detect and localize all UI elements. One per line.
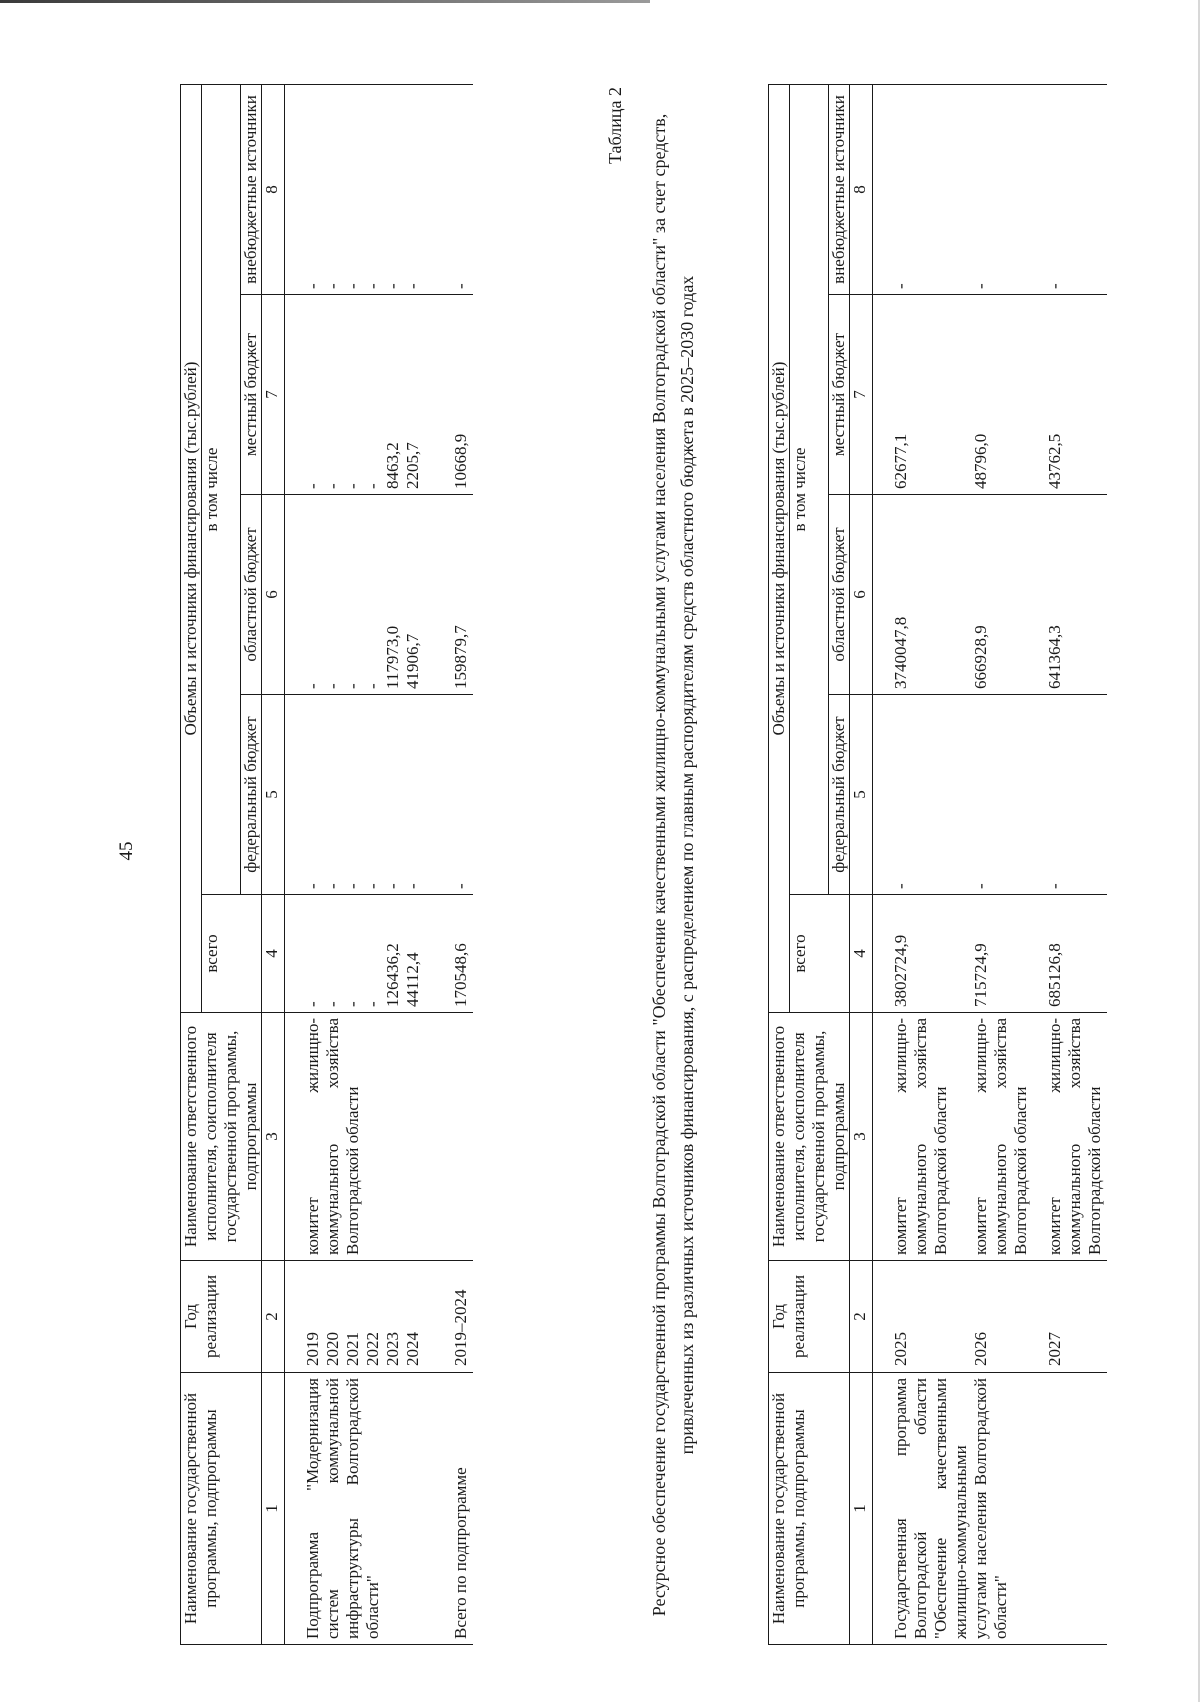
header-total: всего bbox=[202, 895, 262, 1013]
executor-name: комитет жилищно-коммунального хозяйства Волгоградской области bbox=[969, 1013, 1043, 1261]
local-value: 43762,5 bbox=[1043, 295, 1107, 495]
value-cell: - bbox=[323, 283, 342, 289]
value-cell: - bbox=[363, 683, 382, 689]
value-cell: - bbox=[343, 883, 362, 889]
value-cell: - bbox=[343, 483, 362, 489]
summary-local: 10668,9 bbox=[425, 295, 473, 495]
header-including: в том числе bbox=[202, 85, 241, 895]
value-cell: - bbox=[343, 1001, 362, 1007]
summary-executor-empty bbox=[425, 1013, 473, 1261]
local-value: 48796,0 bbox=[969, 295, 1043, 495]
extra-values bbox=[301, 85, 425, 295]
col-number: 4 bbox=[262, 895, 285, 1013]
local-value: 62677,1 bbox=[889, 295, 969, 495]
year-cell: 2020 bbox=[323, 1332, 342, 1366]
summary-label: Всего по подпрограмме bbox=[425, 1373, 473, 1645]
extra-value: - bbox=[969, 85, 1043, 295]
col-number: 3 bbox=[850, 1013, 873, 1261]
regional-value: 666928,9 bbox=[969, 495, 1043, 695]
col-number: 4 bbox=[850, 895, 873, 1013]
value-cell: - bbox=[363, 1001, 382, 1007]
federal-values bbox=[301, 695, 425, 895]
header-including: в том числе bbox=[790, 85, 829, 895]
value-cell: - bbox=[383, 283, 402, 289]
year-cell: 2023 bbox=[383, 1332, 402, 1366]
total-value: 685126,8 bbox=[1043, 895, 1107, 1013]
executor-name: комитет жилищно-коммунального хозяйства Волгоградской области bbox=[1043, 1013, 1107, 1261]
extra-value: - bbox=[889, 85, 969, 295]
value-cell: - bbox=[363, 483, 382, 489]
regional-value: 641364,3 bbox=[1043, 495, 1107, 695]
summary-total: 170548,6 bbox=[425, 895, 473, 1013]
header-federal: федеральный бюджет bbox=[241, 695, 262, 895]
total-values bbox=[301, 895, 425, 1013]
year-cell: 2021 bbox=[343, 1332, 362, 1366]
col-number: 5 bbox=[262, 695, 285, 895]
col-number: 7 bbox=[850, 295, 873, 495]
year-cell: 2027 bbox=[1043, 1261, 1107, 1373]
value-cell: - bbox=[303, 483, 322, 489]
value-cell: - bbox=[303, 1001, 322, 1007]
program-name: Государственная программа Волгоградской области "Обеспечение качественными жилищно-коммунальными услугами населения Волгоградской области" bbox=[889, 1373, 1107, 1645]
value-cell: 44112,4 bbox=[403, 952, 422, 1007]
value-cell: 2205,7 bbox=[403, 442, 422, 489]
header-local: местный бюджет bbox=[241, 295, 262, 495]
value-cell: - bbox=[323, 483, 342, 489]
value-cell: - bbox=[323, 883, 342, 889]
total-value: 715724,9 bbox=[969, 895, 1043, 1013]
value-cell: 8463,2 bbox=[383, 442, 402, 489]
header-program-name: Наименование государственной программы, подпрограммы bbox=[181, 1373, 262, 1645]
header-total: всего bbox=[790, 895, 850, 1013]
header-regional: областной бюджет bbox=[829, 495, 850, 695]
rotated-page-content bbox=[140, 85, 1140, 1645]
header-local: местный бюджет bbox=[829, 295, 850, 495]
header-executor: Наименование ответственного исполнителя, соисполнителя государственной программы, подпрограммы bbox=[181, 1013, 262, 1261]
year-cell: 2022 bbox=[363, 1332, 382, 1366]
header-funding: Объемы и источники финансирования (тыс.рублей) bbox=[181, 85, 202, 1013]
regional-values bbox=[301, 495, 425, 695]
summary-years: 2019–2024 bbox=[425, 1261, 473, 1373]
federal-value: - bbox=[1043, 695, 1107, 895]
year-cell: 2024 bbox=[403, 1332, 422, 1366]
col-number: 8 bbox=[262, 85, 285, 295]
scan-edge-top bbox=[0, 0, 650, 3]
header-regional: областной бюджет bbox=[241, 495, 262, 695]
table2-label: Таблица 2 bbox=[605, 87, 625, 164]
extra-value: - bbox=[1043, 85, 1107, 295]
summary-extra: - bbox=[425, 85, 473, 295]
header-funding: Объемы и источники финансирования (тыс.рублей) bbox=[769, 85, 790, 1013]
executor-name: комитет жилищно-коммунального хозяйства Волгоградской области bbox=[889, 1013, 969, 1261]
col-number: 2 bbox=[850, 1261, 873, 1373]
year-cell: 2025 bbox=[889, 1261, 969, 1373]
col-number: 3 bbox=[262, 1013, 285, 1261]
col-number: 1 bbox=[850, 1373, 873, 1645]
value-cell: - bbox=[403, 883, 422, 889]
header-extra: внебюджетные источники bbox=[241, 85, 262, 295]
value-cell: - bbox=[363, 883, 382, 889]
col-number: 2 bbox=[262, 1261, 285, 1373]
value-cell: - bbox=[363, 283, 382, 289]
program-table bbox=[768, 84, 1107, 1645]
value-cell: - bbox=[343, 683, 362, 689]
header-extra: внебюджетные источники bbox=[829, 85, 850, 295]
value-cell: - bbox=[303, 883, 322, 889]
year-cell: 2026 bbox=[969, 1261, 1043, 1373]
total-value: 3802724,9 bbox=[889, 895, 969, 1013]
value-cell: 41906,7 bbox=[403, 633, 422, 689]
summary-federal: - bbox=[425, 695, 473, 895]
col-number: 6 bbox=[262, 495, 285, 695]
col-number: 1 bbox=[262, 1373, 285, 1645]
header-executor: Наименование ответственного исполнителя, соисполнителя государственной программы, подпрограммы bbox=[769, 1013, 850, 1261]
value-cell: 117973,0 bbox=[383, 625, 402, 689]
value-cell: - bbox=[343, 283, 362, 289]
table-row bbox=[889, 85, 969, 1645]
col-number: 5 bbox=[850, 695, 873, 895]
value-cell: - bbox=[383, 883, 402, 889]
federal-value: - bbox=[889, 695, 969, 895]
col-number: 8 bbox=[850, 85, 873, 295]
summary-row bbox=[425, 85, 473, 1645]
value-cell: - bbox=[303, 683, 322, 689]
header-federal: федеральный бюджет bbox=[829, 695, 850, 895]
col-number: 7 bbox=[262, 295, 285, 495]
regional-value: 3740047,8 bbox=[889, 495, 969, 695]
executor-name: комитет жилищно-коммунального хозяйства Волгоградской области bbox=[301, 1013, 425, 1261]
col-number: 6 bbox=[850, 495, 873, 695]
federal-value: - bbox=[969, 695, 1043, 895]
summary-regional: 159879,7 bbox=[425, 495, 473, 695]
value-cell: - bbox=[323, 683, 342, 689]
subprogram-name: Подпрограмма "Модернизация систем коммунальной инфраструктуры Волгоградской области" bbox=[301, 1373, 425, 1645]
local-values bbox=[301, 295, 425, 495]
table-row bbox=[301, 85, 425, 1645]
header-year: Год реализации bbox=[769, 1261, 850, 1373]
year-list bbox=[301, 1261, 425, 1373]
header-year: Год реализации bbox=[181, 1261, 262, 1373]
header-program-name: Наименование государственной программы, подпрограммы bbox=[769, 1373, 850, 1645]
table2-title: Ресурсное обеспечение государственной программы Волгоградской области "Обеспечение качественными жилищно-коммунальными услугами населения Волгоградской области" за счет средств, привлеченных из различных источников финансирования, с распределением по главным распорядителям средств областного бюджета в 2025–2030 годах bbox=[649, 113, 697, 1617]
value-cell: 126436,2 bbox=[383, 943, 402, 1007]
value-cell: - bbox=[323, 1001, 342, 1007]
value-cell: - bbox=[403, 283, 422, 289]
subprogram-table bbox=[180, 84, 473, 1645]
page-number: 45 bbox=[116, 841, 137, 861]
year-cell: 2019 bbox=[303, 1332, 322, 1366]
value-cell: - bbox=[303, 283, 322, 289]
